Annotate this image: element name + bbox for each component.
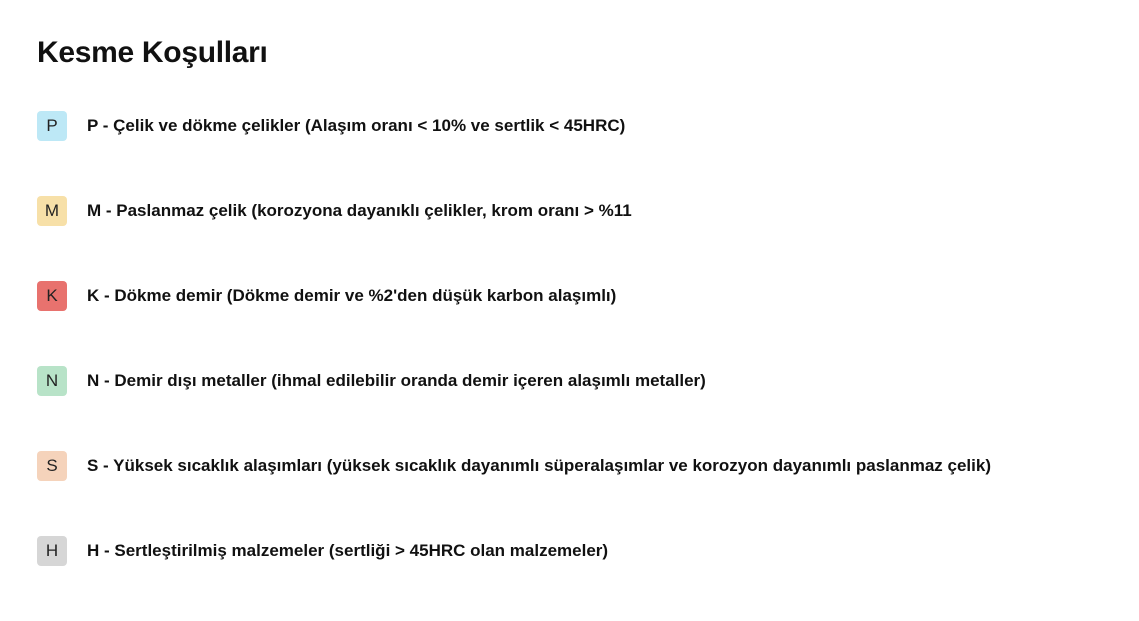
material-badge-s: S xyxy=(37,451,67,481)
material-item-s[interactable] xyxy=(37,451,991,481)
material-label-m: M - Paslanmaz çelik (korozyona dayanıklı çelikler, krom oranı > %11 xyxy=(87,201,632,220)
material-label-n: N - Demir dışı metaller (ihmal edilebilir oranda demir içeren alaşımlı metaller) xyxy=(87,371,706,390)
material-label-p: P - Çelik ve dökme çelikler (Alaşım oranı < 10% ve sertlik < 45HRC) xyxy=(87,116,626,135)
material-badge-k: K xyxy=(37,281,67,311)
material-item-n[interactable] xyxy=(37,366,991,396)
material-item-h[interactable] xyxy=(37,536,991,566)
material-item-p[interactable] xyxy=(37,111,991,141)
material-item-k[interactable] xyxy=(37,281,991,311)
material-label-h: H - Sertleştirilmiş malzemeler (sertliği > 45HRC olan malzemeler) xyxy=(87,541,609,560)
material-label-k: K - Dökme demir (Dökme demir ve %2'den düşük karbon alaşımlı) xyxy=(87,286,617,305)
material-badge-m: M xyxy=(37,196,67,226)
material-badge-p: P xyxy=(37,111,67,141)
material-item-m[interactable] xyxy=(37,196,991,226)
material-badge-n: N xyxy=(37,366,67,396)
page-title: Kesme Koşulları xyxy=(37,36,268,69)
material-label-s: S - Yüksek sıcaklık alaşımları (yüksek sıcaklık dayanımlı süperalaşımlar ve korozyon dayanımlı paslanmaz çelik) xyxy=(87,456,991,475)
material-list xyxy=(37,111,991,621)
material-badge-h: H xyxy=(37,536,67,566)
